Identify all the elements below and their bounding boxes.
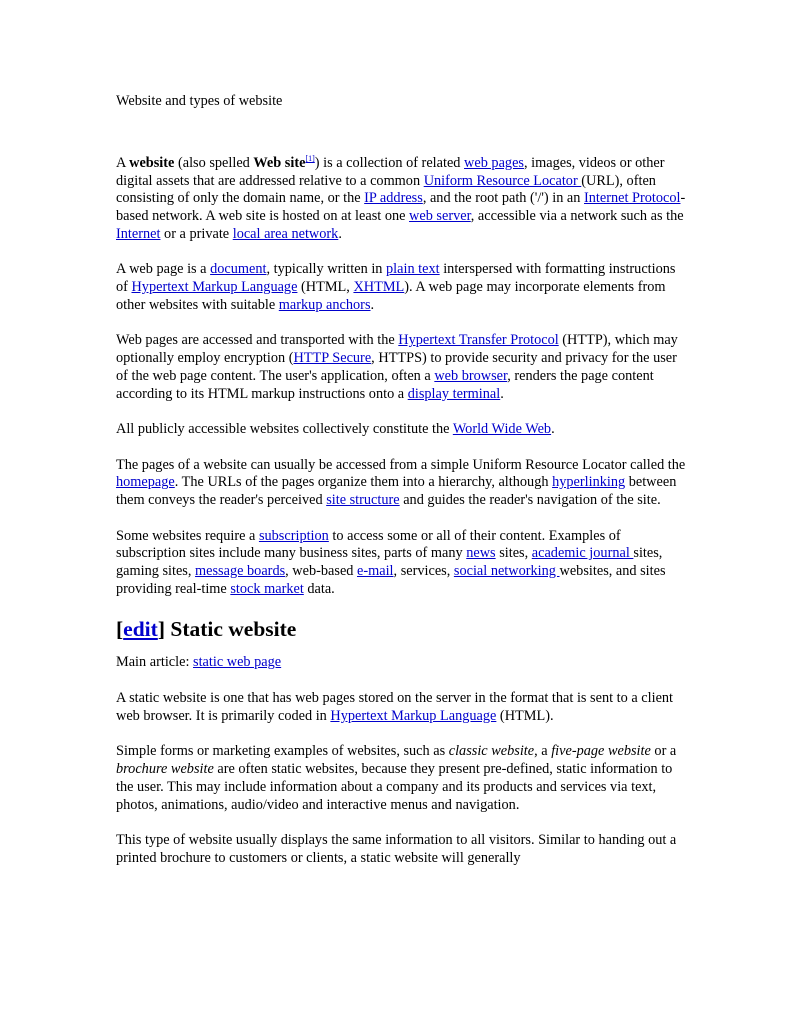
- section-heading-static-website: [edit] Static website: [116, 617, 297, 642]
- link-academic-journal[interactable]: academic journal: [531, 545, 634, 562]
- link-uniform-resource-locator[interactable]: Uniform Resource Locator: [423, 172, 582, 189]
- paragraph-homepage: The pages of a website can usually be accessed from a simple Uniform Resource Locator called the homepage. The URLs of the pages organize them into a hierarchy, although hyperlinking between them conveys the reader's perceived site structure and guides the reader's navigation of the site.: [116, 456, 686, 509]
- link-e-mail[interactable]: e-mail: [357, 563, 394, 580]
- link-http-secure[interactable]: HTTP Secure: [293, 350, 372, 367]
- link-hyperlinking[interactable]: hyperlinking: [552, 474, 626, 491]
- link-hypertext-markup-language[interactable]: Hypertext Markup Language: [131, 279, 298, 296]
- link-web-pages[interactable]: web pages: [464, 154, 524, 171]
- link-stock-market[interactable]: stock market: [230, 580, 304, 597]
- link-document[interactable]: document: [210, 261, 267, 278]
- paragraph-static-definition: A static website is one that has web pages stored on the server in the format that is sent to a client web browser. It is primarily coded in Hypertext Markup Language (HTML).: [116, 690, 674, 724]
- section-title: Static website: [164, 617, 297, 642]
- link-markup-anchors[interactable]: markup anchors: [278, 296, 371, 313]
- link-ip-address[interactable]: IP address: [364, 190, 423, 207]
- document-title: Website and types of website: [116, 93, 283, 109]
- link-internet[interactable]: Internet: [116, 225, 161, 242]
- term-brochure-website: brochure website: [116, 761, 214, 778]
- link-subscription[interactable]: subscription: [258, 527, 329, 544]
- term-website: website: [129, 154, 175, 171]
- link-internet-protocol[interactable]: Internet Protocol: [584, 190, 681, 207]
- term-five-page-website: five-page website: [551, 743, 651, 760]
- link-social-networking[interactable]: social networking: [453, 563, 560, 580]
- citation-link-1[interactable]: [1]: [305, 153, 315, 163]
- paragraph-web-page: A web page is a document, typically written in plain text interspersed with formatting instructions of Hypertext Markup Language (HTML, XHTML). A web page may incorporate elements from other websites with suitable markup anchors.: [116, 261, 676, 313]
- paragraph-static-examples: Simple forms or marketing examples of websites, such as classic website, a five-page website or a brochure website are often static websites, because they present pre-defined, static information to the user. This may include information about a company and its products and services via text, photos, animations, audio/video and interactive menus and navigation.: [116, 743, 677, 813]
- edit-link[interactable]: edit: [123, 617, 158, 642]
- term-web-site: Web site: [253, 154, 306, 171]
- link-web-server[interactable]: web server: [409, 208, 471, 225]
- link-homepage[interactable]: homepage: [116, 474, 175, 491]
- document-page: [116, 93, 686, 885]
- link-message-boards[interactable]: message boards: [195, 563, 286, 580]
- link-local-area-network[interactable]: local area network: [232, 225, 339, 242]
- link-static-web-page[interactable]: static web page: [193, 654, 282, 671]
- link-plain-text[interactable]: plain text: [386, 261, 440, 278]
- paragraph-subscription: Some websites require a subscription to access some or all of their content. Examples of subscription sites include many business sites, parts of many news sites, academic journal sites, gaming sites, message boards, web-based e-mail, services, social networking websites, and sites providing real-time stock market data.: [116, 527, 666, 597]
- link-world-wide-web[interactable]: World Wide Web: [452, 421, 552, 438]
- main-article-note: Main article: static web page: [116, 654, 282, 671]
- paragraph-website-definition: A website (also spelled Web site[1]) is a collection of related web pages, images, videos or other digital assets that are addressed relative to a common Uniform Resource Locator (URL), often consisting of only the domain name, or the IP address, and the root path ('/') in an Internet Protocol-based network. A web site is hosted on at least one web server, accessible via a network such as the Internet or a private local area network.: [116, 153, 686, 242]
- link-display-terminal[interactable]: display terminal: [407, 385, 501, 402]
- paragraph-static-visitors: This type of website usually displays the same information to all visitors. Similar to handing out a printed brochure to customers or clients, a static website will generally: [116, 832, 677, 866]
- link-news[interactable]: news: [466, 545, 496, 562]
- link-hypertext-transfer-protocol[interactable]: Hypertext Transfer Protocol: [398, 332, 559, 349]
- link-hypertext-markup-language-2[interactable]: Hypertext Markup Language: [330, 707, 497, 724]
- link-xhtml[interactable]: XHTML: [353, 279, 405, 296]
- link-site-structure[interactable]: site structure: [326, 492, 400, 509]
- paragraph-http: Web pages are accessed and transported with the Hypertext Transfer Protocol (HTTP), which may optionally employ encryption (HTTP Secure, HTTPS) to provide security and privacy for the user of the web page content. The user's application, often a web browser, renders the page content according to its HTML markup instructions onto a display terminal.: [116, 332, 678, 402]
- link-web-browser[interactable]: web browser: [434, 367, 508, 384]
- term-classic-website: classic website: [448, 743, 535, 760]
- paragraph-world-wide-web: All publicly accessible websites collectively constitute the World Wide Web.: [116, 421, 555, 438]
